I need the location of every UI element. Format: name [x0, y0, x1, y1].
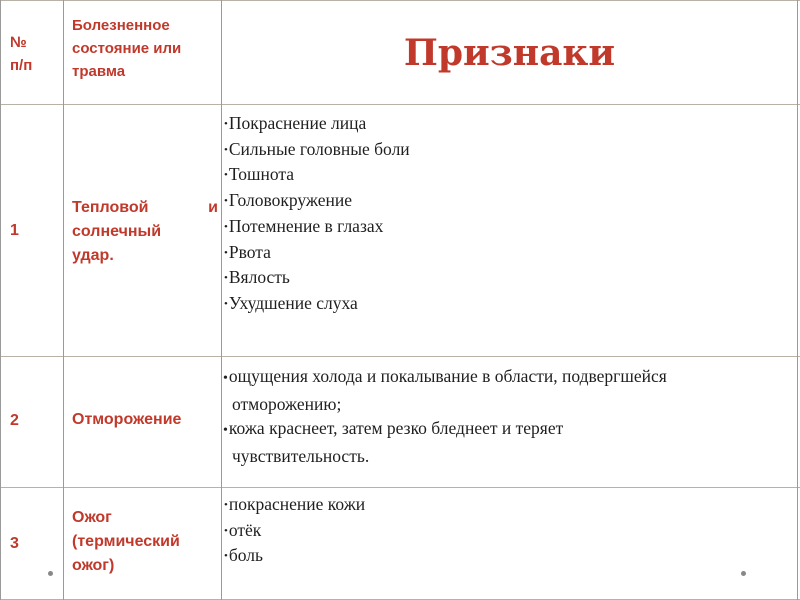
header-signs: Признаки [403, 32, 616, 74]
table-border-top [0, 0, 800, 1]
header-condition: Болезненное состояние или травма [72, 17, 182, 80]
sign-text: Ухудшение слуха [228, 292, 358, 313]
col-divider-right [797, 0, 798, 600]
row-1-signs [224, 111, 410, 317]
bullet: • [224, 195, 228, 208]
sign-text: отёк [228, 519, 262, 540]
bullet: • [224, 272, 228, 285]
bullet: • [224, 169, 228, 182]
row-3-condition-line2: (термический [72, 533, 180, 550]
list-item [223, 416, 667, 444]
list-item-continuation [223, 392, 667, 417]
list-item [224, 188, 410, 214]
row-1-condition-word1: Тепловой [72, 199, 149, 216]
row-1-condition-word2: и [208, 199, 218, 216]
decorative-dot-right [741, 571, 746, 576]
sign-text: Покраснение лица [228, 113, 367, 133]
bullet: • [224, 499, 228, 511]
decorative-dot-left [48, 571, 53, 576]
row-1-condition [72, 196, 218, 268]
list-item [224, 162, 410, 188]
bullet: • [223, 423, 228, 438]
list-item-continuation [223, 444, 667, 469]
list-item [223, 364, 667, 392]
row-3-number: 3 [10, 535, 19, 552]
row-1-condition-line1 [72, 196, 218, 220]
row-divider-header [0, 104, 800, 105]
row-3-condition-line1: Ожог [72, 509, 112, 526]
sign-text: Сильные головные боли [228, 138, 410, 159]
sign-text: боль [228, 545, 263, 566]
sign-text: ощущения холода и покалывание в области, подвергшейся [228, 366, 667, 386]
bullet: • [224, 297, 228, 310]
bullet: • [224, 118, 228, 130]
bullet: • [223, 371, 228, 386]
bullet: • [224, 143, 228, 156]
row-2-number: 2 [10, 412, 19, 429]
col-divider-left [0, 0, 1, 600]
bullet: • [224, 246, 228, 259]
col-divider-1 [63, 0, 64, 600]
col-divider-2 [221, 0, 222, 600]
list-item [224, 291, 410, 317]
list-item [224, 137, 410, 163]
sign-text: Тошнота [228, 164, 294, 185]
row-2-condition: Отморожение [72, 411, 182, 428]
list-item [224, 518, 365, 544]
list-item [224, 240, 410, 266]
row-1-condition-line2: солнечный [72, 223, 162, 240]
sign-text: Рвота [228, 241, 271, 262]
sign-text: Головокружение [228, 190, 353, 211]
row-divider-2 [0, 487, 800, 488]
row-3-signs [224, 492, 365, 569]
list-item [224, 214, 410, 240]
row-divider-1 [0, 356, 800, 357]
list-item [224, 265, 410, 291]
row-3-condition [72, 506, 180, 578]
row-1-number: 1 [10, 222, 19, 239]
sign-text: Потемнение в глазах [228, 215, 384, 236]
row-2-signs [223, 364, 667, 468]
sign-text: Вялость [228, 267, 290, 288]
sign-text: чувствительность. [232, 445, 370, 466]
row-3-condition-line3: ожог) [72, 557, 115, 574]
row-1-condition-line3: удар. [72, 247, 114, 264]
bullet: • [224, 220, 228, 233]
list-item [224, 543, 365, 569]
list-item [224, 492, 365, 518]
header-number: № п/п [10, 34, 33, 74]
sign-text: покраснение кожи [228, 494, 366, 514]
sign-text: отморожению; [232, 393, 342, 414]
bullet: • [224, 550, 228, 563]
sign-text: кожа краснеет, затем резко бледнеет и теряет [228, 418, 564, 438]
bullet: • [224, 524, 228, 537]
list-item [224, 111, 410, 137]
